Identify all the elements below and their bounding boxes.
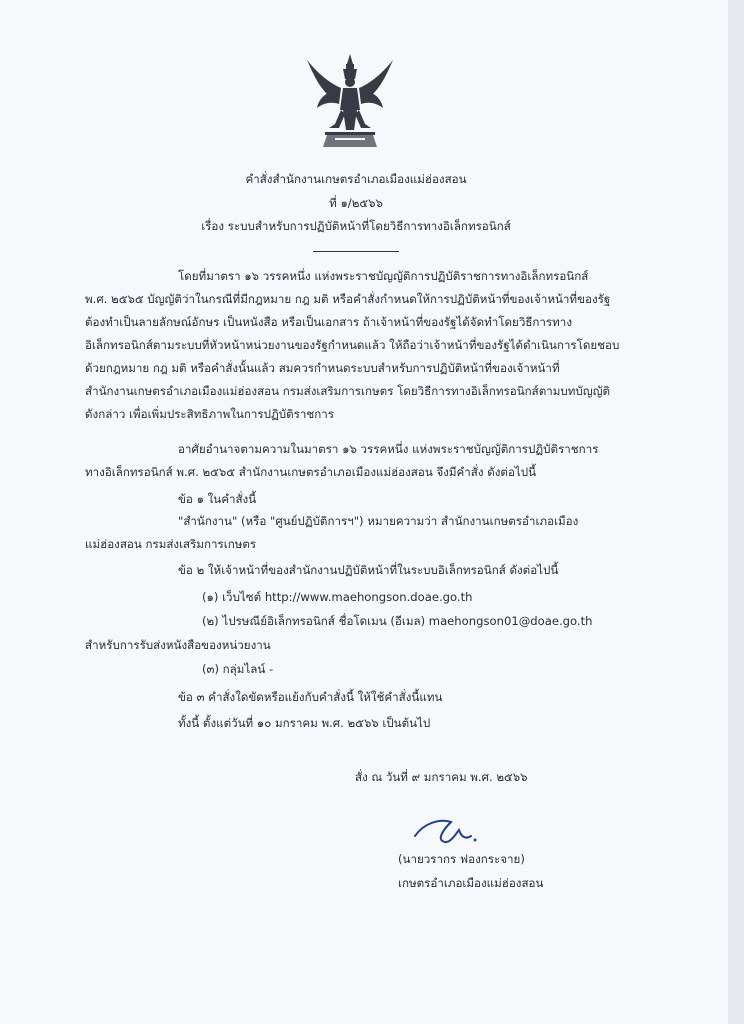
para1-line: อิเล็กทรอนิกส์ตามระบบที่หัวหน้าหน่วยงานของรัฐกำหนดแล้ว ให้ถือว่าเจ้าหน้าที่ของรัฐได้ดำเนินการโดยชอบ bbox=[85, 338, 620, 352]
signer-name: (นายวรากร ฟองกระจาย) bbox=[398, 852, 525, 866]
para1-line: สำนักงานเกษตรอำเภอเมืองแม่ฮ่องสอน กรมส่งเสริมการเกษตร โดยวิธีการทางอิเล็กทรอนิกส์ตามบทบัญญัติ bbox=[85, 384, 611, 398]
order-title: คำสั่งสำนักงานเกษตรอำเภอเมืองแม่ฮ่องสอน bbox=[245, 172, 467, 186]
para1-line: โดยที่มาตรา ๑๖ วรรคหนึ่ง แห่งพระราชบัญญัติการปฏิบัติราชการทางอิเล็กทรอนิกส์ bbox=[178, 269, 589, 283]
divider bbox=[313, 251, 399, 252]
clause1-line: "สำนักงาน" (หรือ "ศูนย์ปฏิบัติการฯ") หมายความว่า สำนักงานเกษตรอำเภอเมือง bbox=[178, 514, 579, 528]
para1-line: พ.ศ. ๒๕๖๕ บัญญัติว่าในกรณีที่มีกฎหมาย กฎ มติ หรือคำสั่งกำหนดให้การปฏิบัติหน้าที่ของเจ้าหน้าที่ของรัฐ bbox=[85, 292, 611, 306]
para1-line: ต้องทำเป็นลายลักษณ์อักษร เป็นหนังสือ หรือเป็นเอกสาร ถ้าเจ้าหน้าที่ของรัฐได้จัดทำโดยวิธีการทาง bbox=[85, 315, 572, 329]
clause2-item-note: สำหรับการรับส่งหนังสือของหน่วยงาน bbox=[85, 638, 271, 652]
clause3: ข้อ ๓ คำสั่งใดขัดหรือแย้งกับคำสั่งนี้ ให้ใช้คำสั่งนี้แทน bbox=[178, 690, 443, 704]
signer-title: เกษตรอำเภอเมืองแม่ฮ่องสอน bbox=[398, 876, 544, 890]
para1-line: ด้วยกฎหมาย กฎ มติ หรือคำสั่งนั้นแล้ว สมควรกำหนดระบบสำหรับการปฏิบัติหน้าที่ของเจ้าหน้าที่ bbox=[85, 361, 560, 375]
para2-line: อาศัยอำนาจตามความในมาตรา ๑๖ วรรคหนึ่ง แห่งพระราชบัญญัติการปฏิบัติราชการ bbox=[178, 442, 599, 456]
para1-line: ดังกล่าว เพื่อเพิ่มประสิทธิภาพในการปฏิบัติราชการ bbox=[85, 407, 334, 421]
clause2-item-email: (๒) ไปรษณีย์อิเล็กทรอนิกส์ ชื่อโดเมน (อีเมล) maehongson01@doae.go.th bbox=[202, 614, 593, 628]
clause2-item-website: (๑) เว็บไซต์ http://www.maehongson.doae.go.th bbox=[202, 590, 473, 604]
signature-icon bbox=[405, 810, 495, 850]
effective-date: ทั้งนี้ ตั้งแต่วันที่ ๑๐ มกราคม พ.ศ. ๒๕๖๖ เป็นต้นไป bbox=[178, 716, 431, 730]
ordered-date: สั่ง ณ วันที่ ๙ มกราคม พ.ศ. ๒๕๖๖ bbox=[355, 770, 528, 784]
clause2-title: ข้อ ๒ ให้เจ้าหน้าที่ของสำนักงานปฏิบัติหน้าที่ในระบบอิเล็กทรอนิกส์ ดังต่อไปนี้ bbox=[178, 563, 559, 577]
order-subject: เรื่อง ระบบสำหรับการปฏิบัติหน้าที่โดยวิธีการทางอิเล็กทรอนิกส์ bbox=[201, 219, 511, 233]
para2-line: ทางอิเล็กทรอนิกส์ พ.ศ. ๒๕๖๕ สำนักงานเกษตรอำเภอเมืองแม่ฮ่องสอน จึงมีคำสั่ง ดังต่อไปนี้ bbox=[85, 465, 537, 479]
page-edge bbox=[728, 0, 744, 1024]
clause1-line: แม่ฮ่องสอน กรมส่งเสริมการเกษตร bbox=[85, 537, 257, 551]
order-number: ที่ ๑/๒๕๖๖ bbox=[329, 196, 383, 210]
clause1-title: ข้อ ๑ ในคำสั่งนี้ bbox=[178, 492, 257, 506]
garuda-emblem-icon bbox=[305, 52, 395, 150]
clause2-item-line-group: (๓) กลุ่มไลน์ - bbox=[202, 662, 274, 676]
